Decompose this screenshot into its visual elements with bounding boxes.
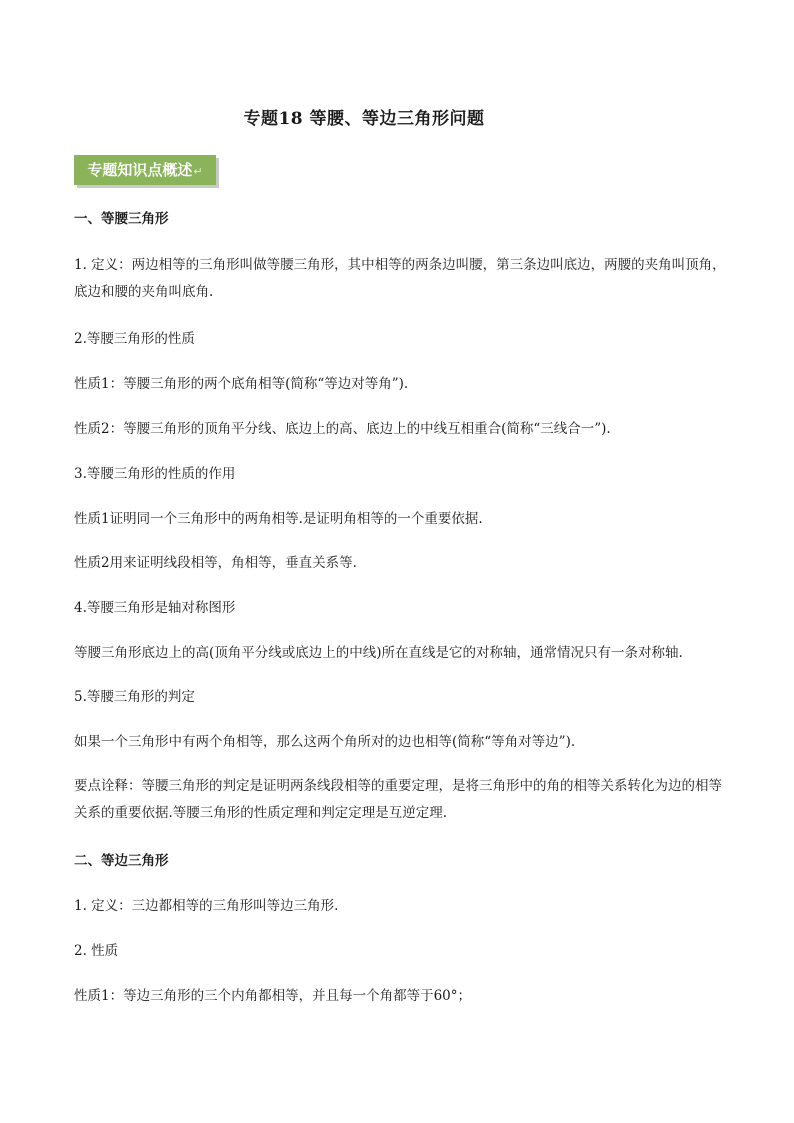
paragraph-equilateral-property-1: 性质1：等边三角形的三个内角都相等，并且每一个角都等于60°； bbox=[74, 988, 472, 1004]
paragraph-use-2: 性质2用来证明线段相等，角相等，垂直关系等. bbox=[74, 555, 357, 571]
paragraph-equilateral-properties-heading: 2. 性质 bbox=[74, 943, 119, 959]
paragraph-properties-use-heading: 3.等腰三角形的性质的作用 bbox=[74, 466, 236, 482]
paragraph-property-1: 性质1：等腰三角形的两个底角相等(简称“等边对等角”). bbox=[74, 376, 409, 392]
section-badge bbox=[74, 155, 216, 185]
badge-label: 专题知识点概述 bbox=[87, 161, 193, 179]
section-heading-equilateral: 二、等边三角形 bbox=[74, 853, 169, 869]
page-title: 专题18 等腰、等边三角形问题 bbox=[243, 109, 485, 129]
paragraph-judgement-heading: 5.等腰三角形的判定 bbox=[74, 689, 195, 705]
paragraph-definition: 1. 定义：两边相等的三角形叫做等腰三角形，其中相等的两条边叫腰，第三条边叫底边，两腰的夹角叫顶角，底边和腰的夹角叫底角. bbox=[74, 257, 726, 300]
paragraph-axis-heading: 4.等腰三角形是轴对称图形 bbox=[74, 600, 236, 616]
paragraph-key-note: 要点诠释：等腰三角形的判定是证明两条线段相等的重要定理，是将三角形中的角的相等关系转化为边的相等关系的重要依据.等腰三角形的性质定理和判定定理是互逆定理. bbox=[74, 778, 722, 821]
paragraph-property-2: 性质2：等腰三角形的顶角平分线、底边上的高、底边上的中线互相重合(简称“三线合一”). bbox=[74, 421, 611, 437]
paragraph-axis-text: 等腰三角形底边上的高(顶角平分线或底边上的中线)所在直线是它的对称轴，通常情况只有一条对称轴. bbox=[74, 645, 683, 661]
paragraph-mark-icon: ↵ bbox=[193, 165, 203, 178]
paragraph-use-1: 性质1证明同一个三角形中的两角相等.是证明角相等的一个重要依据. bbox=[74, 511, 483, 527]
section-heading-isosceles: 一、等腰三角形 bbox=[74, 211, 169, 227]
paragraph-equilateral-definition: 1. 定义：三边都相等的三角形叫等边三角形. bbox=[74, 898, 339, 914]
paragraph-properties-heading: 2.等腰三角形的性质 bbox=[74, 331, 195, 347]
paragraph-judgement-text: 如果一个三角形中有两个角相等，那么这两个角所对的边也相等(简称“等角对等边”). bbox=[74, 734, 576, 750]
